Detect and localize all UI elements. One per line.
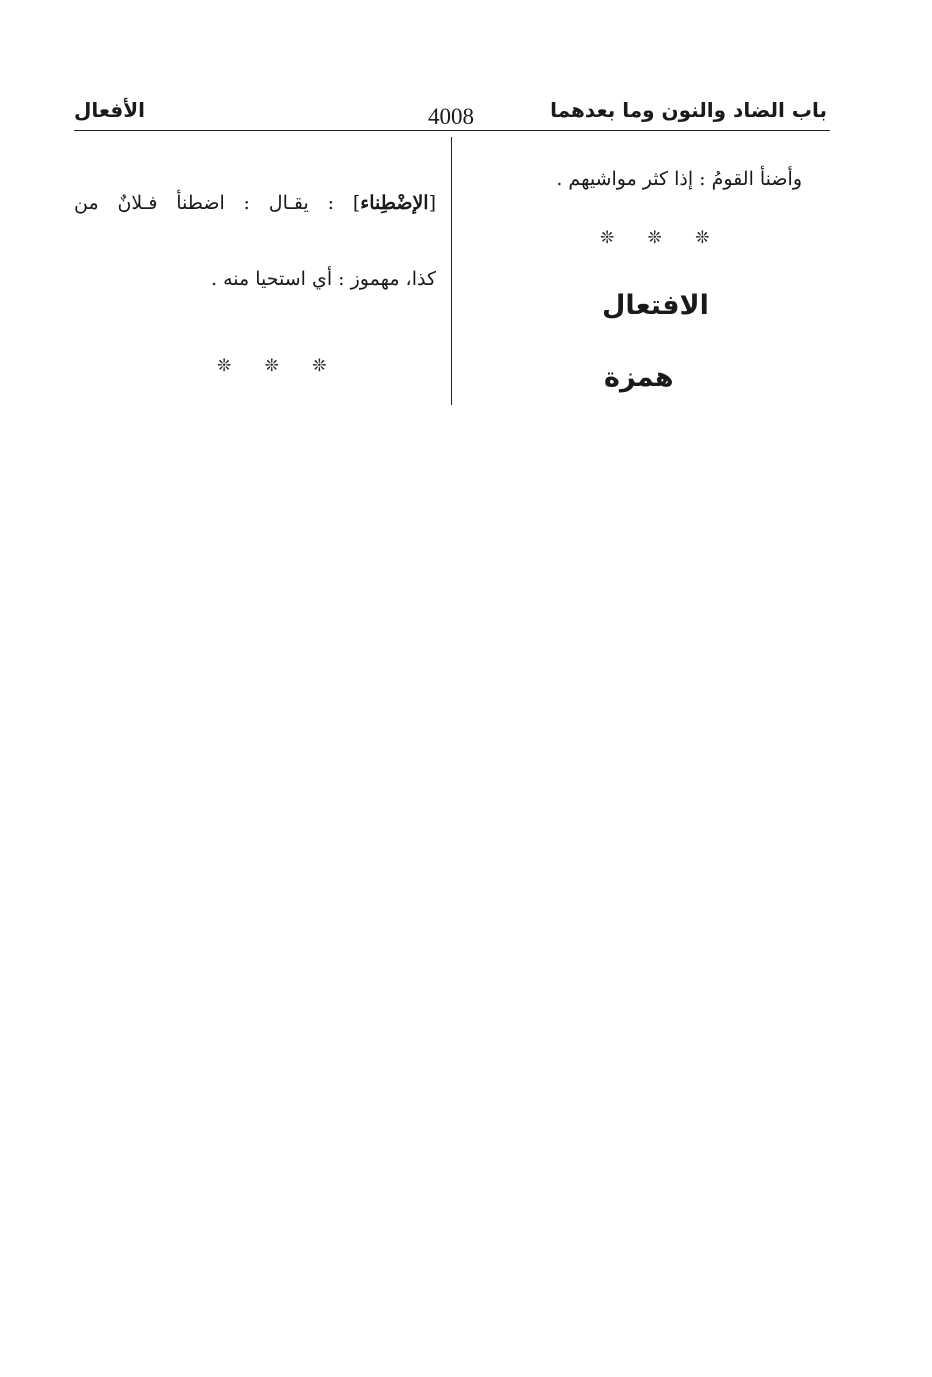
entry-bracket-close: ] xyxy=(352,192,361,214)
left-column-line-1 xyxy=(74,192,436,214)
right-column-line-1: وأضنأ القومُ : إذا كثر مواشيهم . xyxy=(556,168,802,190)
section-heading-hamza: همزة xyxy=(604,362,674,393)
entry-headword: الإضْطِناء xyxy=(360,192,429,214)
entry-bracket-open: [ xyxy=(428,192,436,214)
section-heading-iftial: الافتعال xyxy=(602,290,709,321)
column-divider xyxy=(451,137,452,405)
header-chapter-title: باب الضاد والنون وما بعدهما xyxy=(550,98,827,122)
header-rule xyxy=(74,130,830,131)
left-column-separator: ❊ ❊ ❊ xyxy=(217,356,341,376)
header-section-name: الأفعال xyxy=(74,98,145,122)
right-column-separator: ❊ ❊ ❊ xyxy=(600,228,724,248)
page-number: 4008 xyxy=(428,104,474,129)
entry-definition-start: : يقـال : اضطنأ فـلانٌ من xyxy=(74,192,353,214)
left-column-line-2: كذا، مهموز : أي استحيا منه . xyxy=(211,268,436,290)
